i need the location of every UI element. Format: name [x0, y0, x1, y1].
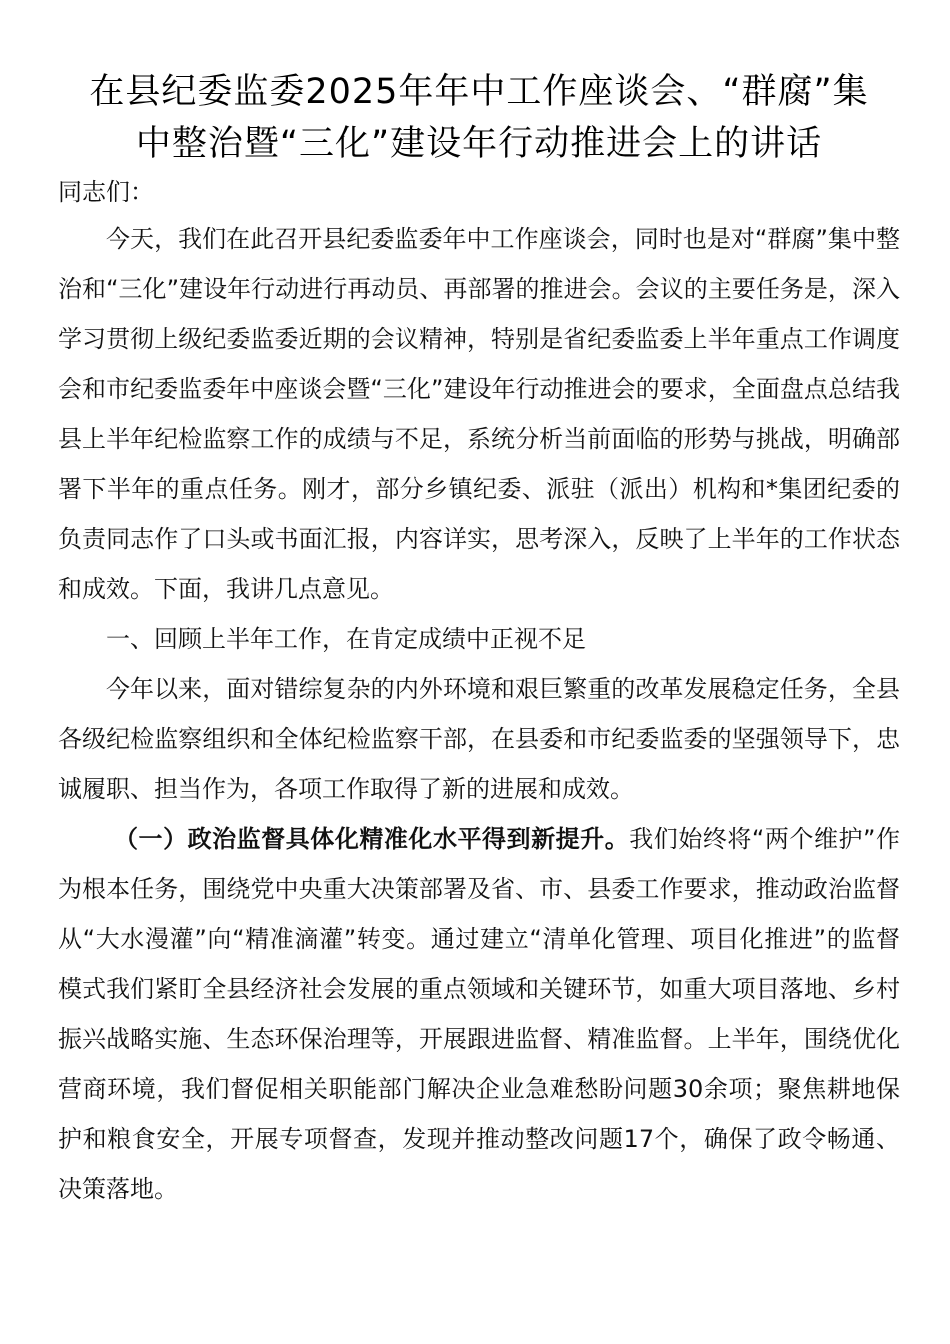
title-line-1: 在县纪委监委2025年年中工作座谈会、“群腐”集	[89, 72, 869, 112]
document-title	[58, 66, 900, 170]
paragraph-political-supervision	[58, 814, 900, 1214]
section-heading-1: 一、回顾上半年工作，在肯定成绩中正视不足	[106, 625, 586, 653]
paragraph-opening: 今天，我们在此召开县纪委监委年中工作座谈会，同时也是对“群腐”集中整治和“三化”建设年行动进行再动员、再部署的推进会。会议的主要任务是，深入学习贯彻上级纪委监委近期的会议精神，特别是省纪委监委上半年重点工作调度会和市纪委监委年中座谈会暨“三化”建设年行动推进会的要求，全面盘点总结我县上半年纪检监察工作的成绩与不足，系统分析当前面临的形势与挑战，明确部署下半年的重点任务。刚才，部分乡镇纪委、派驻（派出）机构和*集团纪委的负责同志作了口头或书面汇报，内容详实，思考深入，反映了上半年的工作状态和成效。下面，我讲几点意见。	[58, 225, 900, 603]
subsection-lead: （一）政治监督具体化精准化水平得到新提升。	[114, 825, 630, 853]
title-line-2: 中整治暨“三化”建设年行动推进会上的讲话	[135, 124, 823, 164]
subsection-body: 我们始终将“两个维护”作为根本任务，围绕党中央重大决策部署及省、市、县委工作要求，推动政治监督从“大水漫灌”向“精准滴灌”转变。通过建立“清单化管理、项目化推进”的监督模式我们紧盯全县经济社会发展的重点领域和关键环节，如重大项目落地、乡村振兴战略实施、生态环保治理等，开展跟进监督、精准监督。上半年，围绕优化营商环境，我们督促相关职能部门解决企业急难愁盼问题30余项；聚焦耕地保护和粮食安全，开展专项督查，发现并推动整改问题17个，确保了政令畅通、决策落地。	[58, 825, 901, 1203]
document-page	[58, 66, 900, 1214]
salutation: 同志们：	[58, 178, 154, 206]
paragraph-review: 今年以来，面对错综复杂的内外环境和艰巨繁重的改革发展稳定任务，全县各级纪检监察组织和全体纪检监察干部，在县委和市纪委监委的坚强领导下，忠诚履职、担当作为，各项工作取得了新的进展和成效。	[58, 675, 900, 803]
